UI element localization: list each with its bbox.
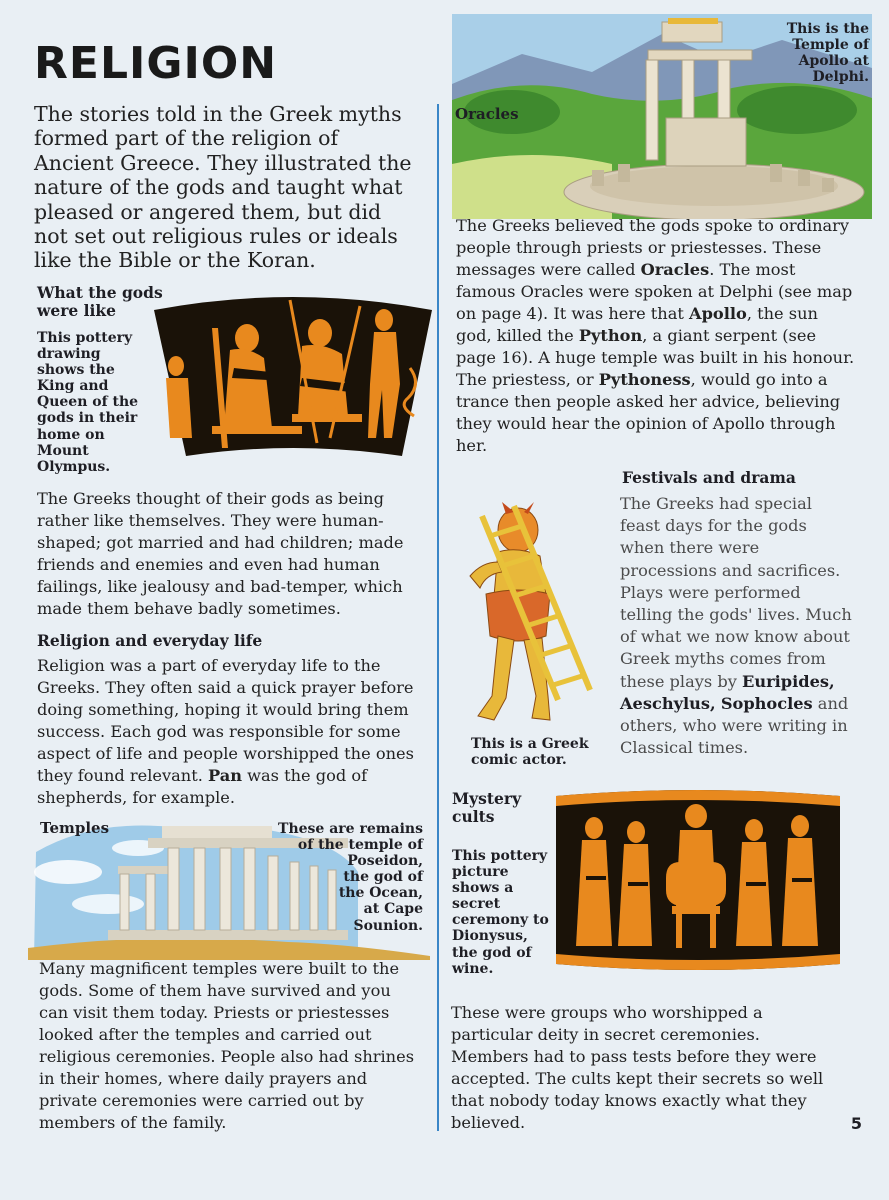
- page-title: RELIGION: [34, 38, 278, 89]
- everyday-body: Religion was a part of everyday life to the Greeks. They often said a quick prayer before doing something, hoping it would bring them success. Each god was responsible for some aspect of life and people worshipped the ones they found relevant. Pan was the god of shepherds, for example.: [37, 656, 414, 808]
- euripides-term: Euripides: [742, 671, 829, 691]
- festivals-body: The Greeks had special feast days for the gods when there were processions and sacrifices. Plays were performed telling the gods' lives. Much of what we now know about Greek myths comes from these plays by Euripides, Aeschylus, Sophocles and others, who were writing in Classical times.: [620, 494, 852, 758]
- delphi-caption: This is the Temple of Apollo at Delphi.: [786, 21, 869, 86]
- comic-actor-caption: This is a Greek comic actor.: [471, 736, 589, 769]
- oracles-heading: Oracles: [455, 105, 519, 123]
- temples-caption: These are remains of the temple of Poseidon, the god of the Ocean, at Cape Sounion.: [278, 821, 423, 934]
- dionysus-ceremony-pottery-illustration: [554, 786, 842, 974]
- olympus-pottery-illustration: [152, 288, 434, 460]
- page-number: 5: [850, 1114, 862, 1133]
- mystery-caption: This pottery picture shows a secret ceremony to Dionysus, the god of wine.: [452, 848, 549, 977]
- mystery-heading: Mystery cults: [452, 789, 522, 827]
- comic-actor-illustration: [462, 500, 602, 732]
- intro-paragraph: The stories told in the Greek myths formed part of the religion of Ancient Greece. They illustrated the nature of the gods and taught what pleased or angered them, but did not set out religious rules or ideals like the Bible or the Koran.: [34, 102, 412, 273]
- gods-heading: What the gods were like: [37, 283, 163, 321]
- temples-heading: Temples: [40, 819, 110, 837]
- pan-term: Pan: [208, 766, 242, 786]
- mystery-body: These were groups who worshipped a particular deity in secret ceremonies. Members had to pass tests before they were accepted. The cults kept their secrets so well that nobody today knows exactly what they believed.: [451, 1003, 824, 1133]
- festivals-heading: Festivals and drama: [622, 468, 796, 487]
- oracles-body: The Greeks believed the gods spoke to ordinary people through priests or priestesses. These messages were called Oracles. The most famous Oracles were spoken at Delphi (see map on page 4). It was here that Apollo, the sun god, killed the Python, a giant serpent (see page 16). A huge temple was built in his honour. The priestess, or Pythoness, would go into a trance then people asked her advice, believing they would hear the opinion of Apollo through her.: [456, 216, 855, 456]
- apollo-term: Apollo: [689, 304, 747, 324]
- everyday-heading: Religion and everyday life: [37, 631, 263, 650]
- temples-body: Many magnificent temples were built to the gods. Some of them have survived and you can visit them today. Priests or priestesses looked after the temples and carried out religious ceremonies. People also had shrines in their homes, where daily prayers and private ceremonies were carried out by members of the family.: [39, 959, 414, 1133]
- oracles-term: Oracles: [640, 260, 710, 280]
- python-term: Python: [578, 326, 643, 346]
- pythoness-term: Pythoness: [598, 370, 691, 390]
- sophocles-term: Sophocles: [720, 693, 813, 713]
- aeschylus-term: Aeschylus: [620, 693, 711, 713]
- gods-body: The Greeks thought of their gods as being rather like themselves. They were human-shaped; got married and had children; made friends and enemies and even had human failings, like jealousy and bad-temper, which made them behave badly sometimes.: [37, 489, 404, 619]
- gods-caption: This pottery drawing shows the King and Queen of the gods in their home on Mount Olympus.: [37, 330, 139, 475]
- column-divider: [437, 104, 439, 1131]
